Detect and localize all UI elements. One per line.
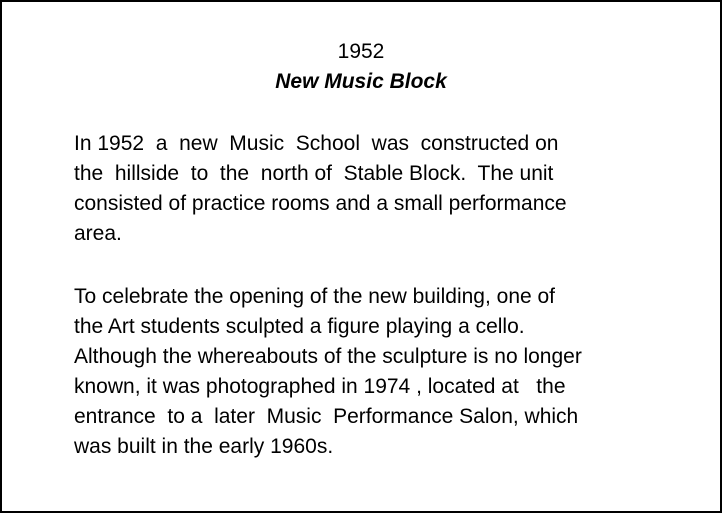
paragraph-line: was built in the early 1960s. — [74, 435, 334, 458]
paragraph-line: the Art students sculpted a figure playing a cello. — [74, 315, 525, 338]
paragraph-line: known, it was photographed in 1974 , located at the — [74, 375, 566, 398]
paragraph-line: entrance to a later Music Performance Salon, which — [74, 405, 579, 428]
paragraph-line: In 1952 a new Music School was constructed on — [74, 132, 559, 155]
paragraph-line: To celebrate the opening of the new building, one of — [74, 285, 556, 308]
paragraph-line: area. — [74, 222, 122, 245]
paragraph-line: the hillside to the north of Stable Block. The unit — [74, 162, 554, 185]
paragraph-1 — [74, 129, 674, 249]
paragraph-line: consisted of practice rooms and a small performance — [74, 192, 567, 215]
year-heading: 1952 — [337, 40, 385, 63]
page-title: New Music Block — [275, 70, 447, 93]
paragraph-line: Although the whereabouts of the sculpture is no longer — [74, 345, 582, 368]
paragraph-2 — [74, 282, 674, 462]
